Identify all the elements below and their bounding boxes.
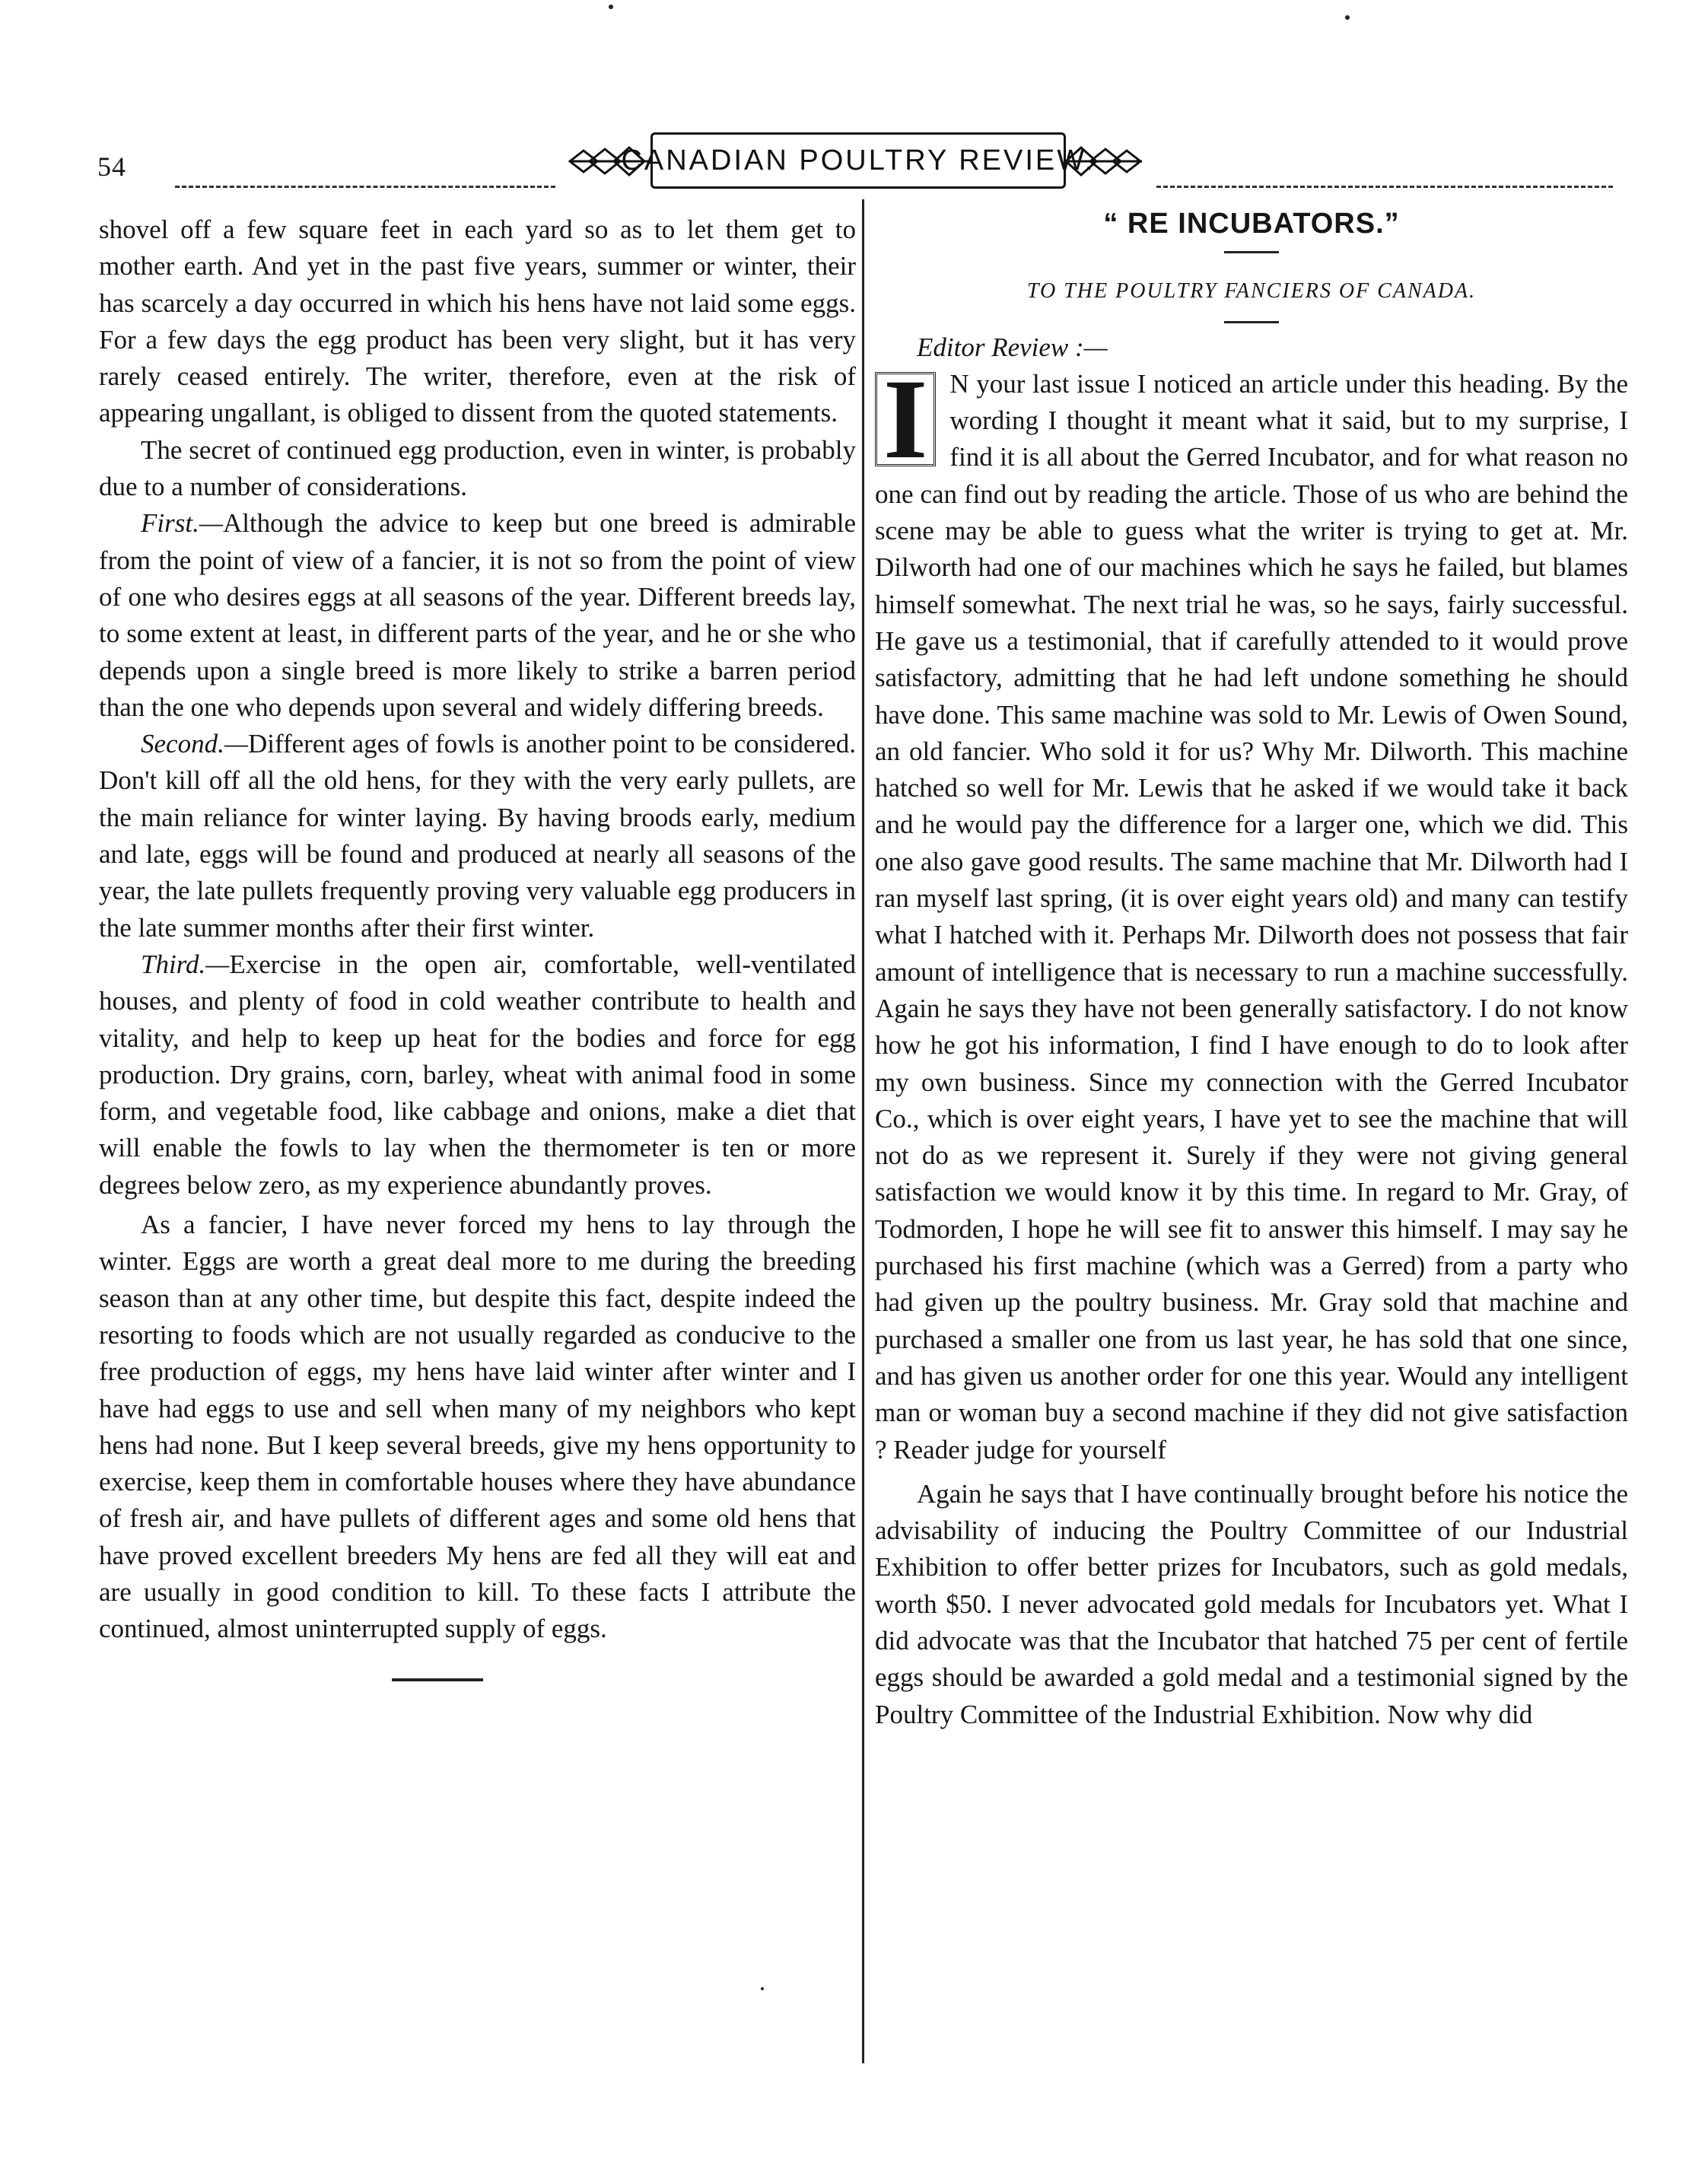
masthead-title: CANADIAN POULTRY REVIEW. — [650, 132, 1066, 189]
title-rule — [1224, 251, 1279, 253]
article-title: “ RE INCUBATORS.” — [1103, 208, 1400, 240]
lead-first: First.— — [141, 508, 223, 539]
left-column — [99, 212, 856, 1681]
header-rule-left — [175, 186, 555, 188]
paragraph: As a fancier, I have never forced my hens to lay through the winter. Eggs are worth a great deal more to me during the breeding season than at any other time, but despite this fact, despite indeed the resorting to foods which are not usually regarded as conducive to the free production of eggs, my hens have laid winter after winter and I have had eggs to use and sell when many of my neighbors who kept hens had none. But I keep several breeds, give my hens opportunity to exercise, keep them in comfortable houses where they have abundance of fresh air, and have pullets of different ages and some old hens that have proved excellent breeders My hens are fed all they will eat and are usually in good condition to kill. To these facts I attribute the continued, almost uninterrupted supply of eggs. — [99, 1210, 856, 1644]
lead-third: Third.— — [141, 949, 230, 979]
column-divider — [862, 199, 864, 2063]
page-speck — [761, 1987, 764, 1990]
salutation: Editor Review :— — [917, 332, 1108, 362]
paragraph — [875, 355, 1628, 1468]
page-speck — [609, 5, 613, 9]
paragraph: Again he says that I have continually brought before his notice the advisability of inducing the Poultry Committee of our Industrial Exhibition to offer better prizes for Incubators, such as gold medals, worth $50. I never advocated gold medals for Incubators yet. What I did advocate was that the Incubator that hatched 75 per cent of fertile eggs should be awarded a gold medal and a testimonial signed by the Poultry Committee of the Industrial Exhibition. Now why did — [875, 1478, 1628, 1729]
paragraph-text: Although the advice to keep but one breed is admirable from the point of view of a fancier, it is not so from the point of view of one who desires eggs at all seasons of the year. Different breeds lay, to some extent at least, in different parts of the year, and he or she who depends upon a single breed is more likely to strike a barren period than the one who depends upon several and widely differing breeds. — [99, 508, 856, 722]
paragraph-second — [99, 726, 856, 946]
paragraph-text: N your last issue I noticed an article under this heading. By the wording I thought it meant what it said, but to my surprise, I find it is all about the Gerred Incubator, and for what reason no one can find out by reading the article. Those of us who are behind the scene may be able to guess what the writer is trying to get at. Mr. Dilworth had one of our machines which he says he failed, but blames himself somewhat. The next trial he was, so he says, fairly successful. He gave us a testimonial, that if carefully attended to it would prove satisfactory, admitting that he had left undone something he should have done. This same machine was sold to Mr. Lewis of Owen Sound, an old fancier. Who sold it for us? Why Mr. Dilworth. This machine hatched so well for Mr. Lewis that he asked if we would take it back and he would pay the difference for a larger one, which we did. This one also gave good results. The same machine that Mr. Dilworth had I ran myself last spring, (it is over eight years old) and many can testify what I hatched with it. Perhaps Mr. Dilworth does not possess that fair amount of intelligence that is necessary to run a machine successfully. Again he says they have not been generally satisfactory. I do not know how he got his information, I find I have enough to do to look after my own business. Since my connection with the Gerred Incubator Co., which is over eight years, I have yet to see the machine that will not do as we represent it. Surely if they were not giving general satisfaction we would know it by this time. In regard to Mr. Gray, of Todmorden, I hope he will see fit to answer this himself. I may say he purchased his first machine (which was a Gerred) from a party who had given up the poultry business. Mr. Gray sold that machine and purchased a smaller one from us last year, he has sold that one since, and has given us another order for one this year. Would any intelligent man or woman buy a second machine if they did not give satisfaction ? Reader judge for yourself — [875, 368, 1628, 1465]
page-speck — [1345, 15, 1350, 20]
paragraph: The secret of continued egg production, even in winter, is probably due to a number of considerations. — [99, 434, 856, 502]
paragraph: shovel off a few square feet in each yard so as to let them get to mother earth. And yet in the past five years, summer or winter, their has scarcely a day occurred in which his hens have not laid some eggs. For a few days the egg product has been very slight, but it has very rarely ceased entirely. The writer, therefore, even at the risk of appearing ungallant, is obliged to dissent from the quoted statements. — [99, 215, 856, 428]
subtitle-rule — [1224, 321, 1279, 323]
paragraph-first — [99, 505, 856, 726]
paragraph-third — [99, 946, 856, 1204]
paragraph-text: Different ages of fowls is another point to be considered. Don't kill off all the old hens, for they with the very early pullets, are the main reliance for winter laying. By having broods early, medium and late, eggs will be found and produced at nearly all seasons of the year, the late pullets frequently proving very valuable egg producers in the late summer months after their first winter. — [99, 729, 856, 943]
page-number: 54 — [97, 151, 126, 182]
right-column — [875, 205, 1628, 1733]
article-subtitle: TO THE POULTRY FANCIERS OF CANADA. — [1026, 279, 1477, 304]
masthead — [567, 128, 1145, 190]
lead-second: Second.— — [141, 729, 248, 759]
paragraph-text: Exercise in the open air, comfortable, well-ventilated houses, and plenty of food in cold weather contribute to health and vitality, and help to keep up heat for the bodies and force for egg production. Dry grains, corn, barley, wheat with animal food in some form, and vegetable food, like cabbage and onions, make a diet that will enable the fowls to lay when the thermometer is ten or more degrees below zero, as my experience abundantly proves. — [99, 949, 856, 1200]
header-rule-right — [1156, 186, 1613, 188]
end-rule — [392, 1678, 483, 1681]
drop-cap: I — [875, 372, 936, 466]
